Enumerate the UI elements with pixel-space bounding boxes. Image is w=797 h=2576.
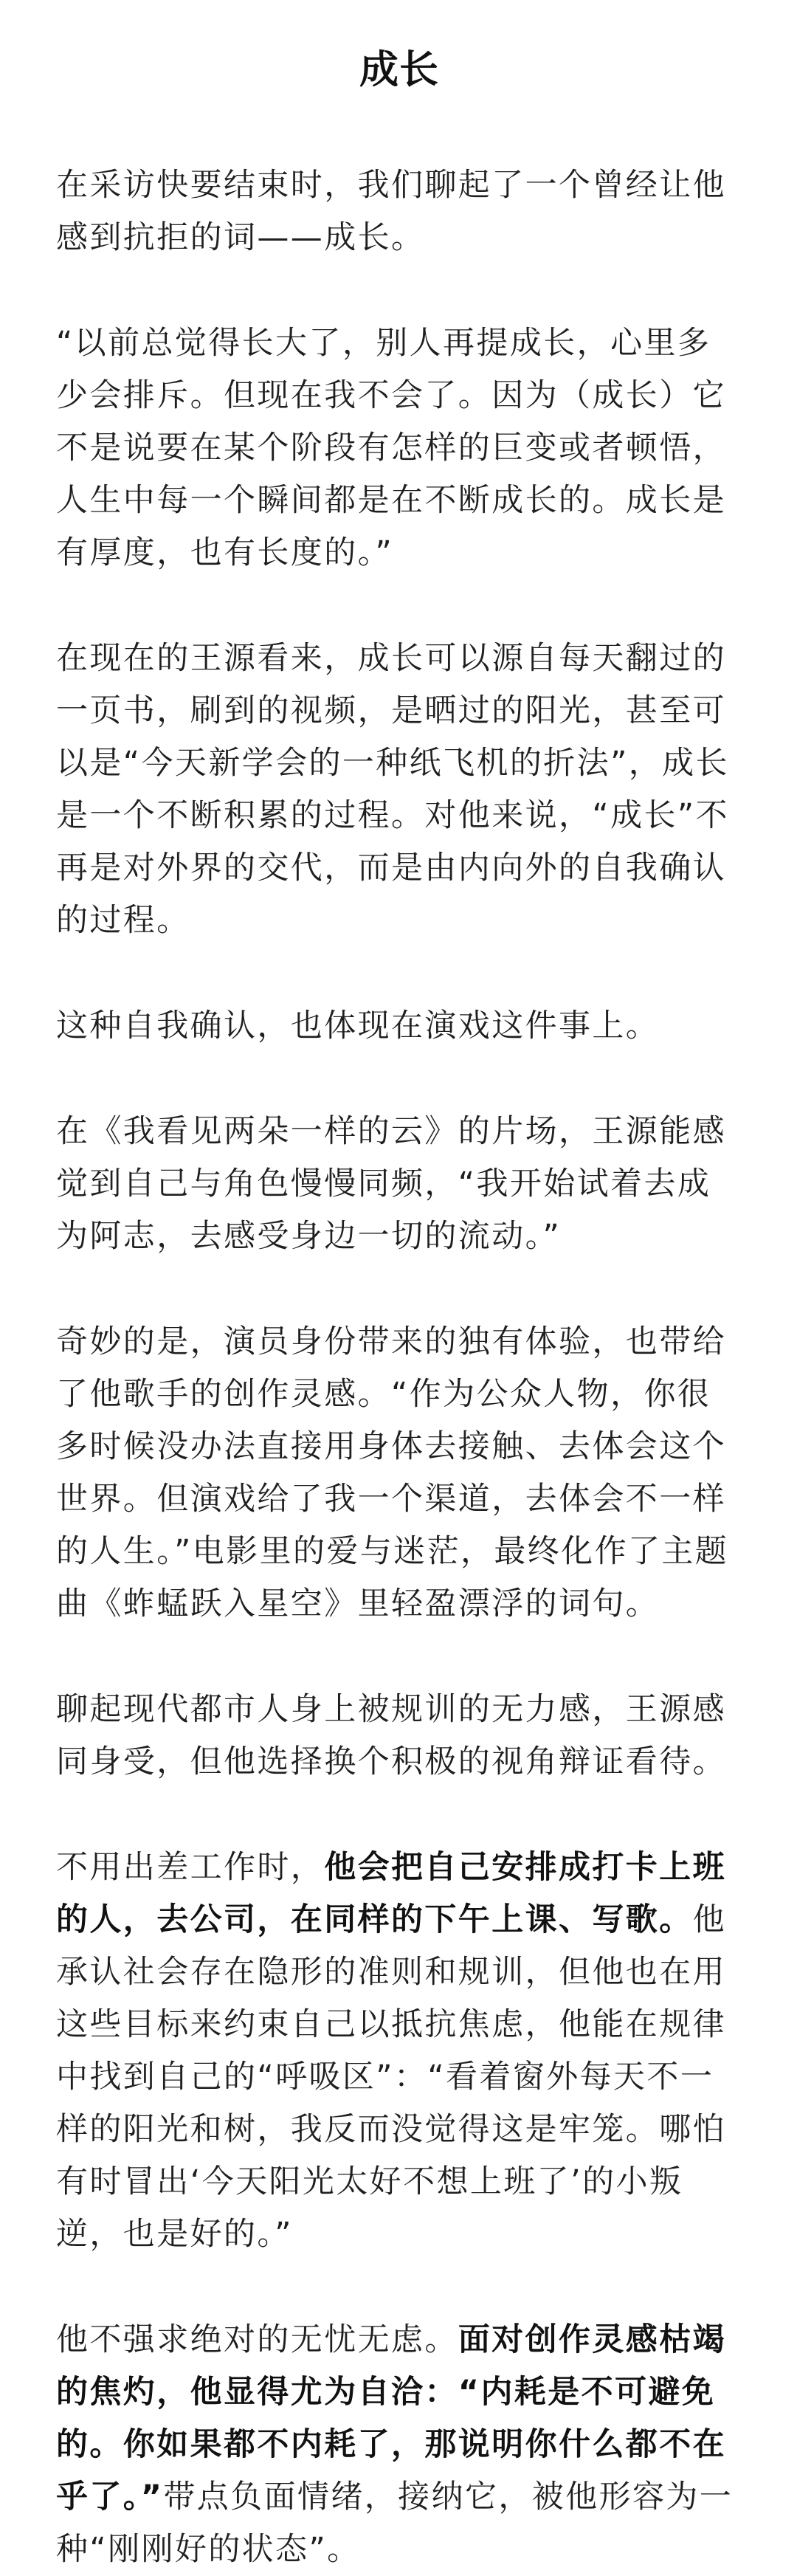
paragraph-growth-view xyxy=(56,633,742,947)
paragraph-text: 这种自我确认，也体现在演戏这件事上。 xyxy=(56,1008,660,1044)
paragraph-interview-ending xyxy=(56,159,742,264)
paragraph-text: “以前总觉得长大了，别人再提成长，心里多少会排斥。但现在我不会了。因为（成长）它不是说要在某个阶段有怎样的巨变或者顿悟，人生中每一个瞬间都是在不断成长的。成长是有厚度，也有长度的。” xyxy=(56,325,726,571)
paragraph-acceptance xyxy=(56,2314,742,2576)
paragraph-acting-confirmation xyxy=(56,1000,742,1053)
paragraph-breathing-zone xyxy=(56,1842,742,2261)
paragraph-film-set xyxy=(56,1106,742,1263)
paragraph-text: 在现在的王源看来，成长可以源自每天翻过的一页书，刷到的视频，是晒过的阳光，甚至可以是“今天新学会的一种纸飞机的折法”，成长是一个不断积累的过程。对他来说，“成长”不再是对外界的交代，而是由内向外的自我确认的过程。 xyxy=(56,640,729,939)
paragraph-text: 不用出差工作时， xyxy=(56,1849,325,1886)
paragraph-text: 奇妙的是，演员身份带来的独有体验，也带给了他歌手的创作灵感。“作为公众人物，你很多时候没办法直接用身体去接触、去体会这个世界。但演戏给了我一个渠道，去体会不一样的人生。”电影里的爱与迷茫，最终化作了主题曲《蚱蜢跃入星空》里轻盈漂浮的词句。 xyxy=(56,1323,729,1622)
paragraph-text: 他承认社会存在隐形的准则和规训，但他也在用这些目标来约束自己以抵抗焦虑，他能在规律中找到自己的“呼吸区”：“看着窗外每天不一样的阳光和树，我反而没觉得这是牢笼。哪怕有时冒出‘今天阳光太好不想上班了’的小叛逆，也是好的。” xyxy=(56,1901,727,2253)
paragraph-urban-discipline xyxy=(56,1684,742,1788)
paragraph-growth-quote xyxy=(56,317,742,579)
paragraph-text: 带点负面情绪，接纳它，被他形容为一种“刚刚好的状态”。 xyxy=(56,2479,734,2568)
paragraph-emphasis: 面对创作灵感枯竭的焦灼，他显得尤为自洽：“内耗是不可避免的。你如果都不内耗了，那说明你什么都不在乎了。” xyxy=(56,2321,727,2515)
article-body xyxy=(56,159,742,2576)
paragraph-creative-inspiration xyxy=(56,1316,742,1630)
paragraph-text: 他不强求绝对的无忧无虑。 xyxy=(56,2321,458,2358)
paragraph-text: 聊起现代都市人身上被规训的无力感，王源感同身受，但他选择换个积极的视角辩证看待。 xyxy=(56,1691,726,1780)
paragraph-emphasis: 他会把自己安排成打卡上班的人，去公司，在同样的下午上课、写歌。 xyxy=(56,1849,727,1938)
paragraph-text: 在采访快要结束时，我们聊起了一个曾经让他感到抗拒的词——成长。 xyxy=(56,167,726,256)
article-title: 成长 xyxy=(359,47,439,92)
paragraph-text: 在《我看见两朵一样的云》的片场，王源能感觉到自己与角色慢慢同频，“我开始试着去成为阿志，去感受身边一切的流动。” xyxy=(56,1113,726,1255)
